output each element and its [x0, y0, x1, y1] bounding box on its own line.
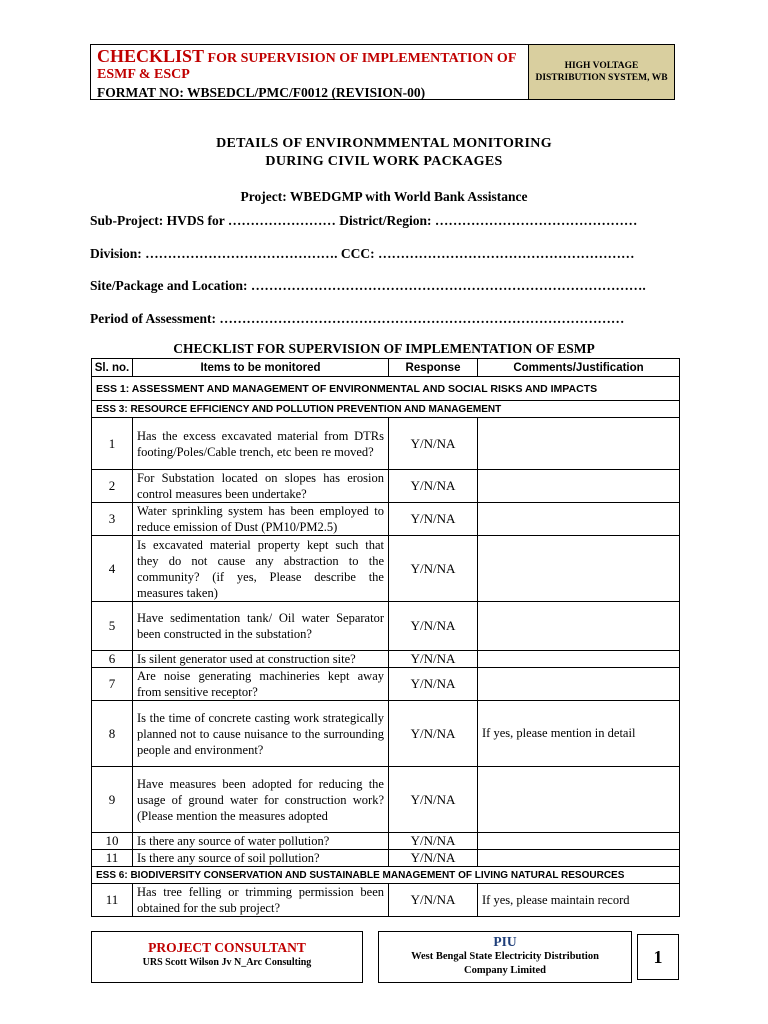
project-line: Project: WBEDGMP with World Bank Assistance	[240, 189, 528, 204]
row-sl-no: 2	[92, 470, 133, 503]
row-comment	[478, 536, 680, 602]
header-title-block	[91, 45, 528, 99]
row-sl-no: 10	[92, 833, 133, 850]
row-response: Y/N/NA	[389, 503, 478, 536]
table-row	[92, 536, 680, 602]
row-comment	[478, 651, 680, 668]
document-header	[90, 44, 675, 100]
row-comment	[478, 833, 680, 850]
header-items: Items to be monitored	[133, 359, 389, 377]
row-item: For Substation located on slopes has erosion control measures been undertake?	[133, 470, 389, 503]
row-item: Is there any source of water pollution?	[133, 833, 389, 850]
piu-name-line2: Company Limited	[464, 965, 546, 976]
sub-project-field: Sub-Project: HVDS for …………………… District/Region: ………………………………………	[90, 213, 638, 228]
row-response: Y/N/NA	[389, 470, 478, 503]
row-response: Y/N/NA	[389, 833, 478, 850]
row-sl-no: 3	[92, 503, 133, 536]
heading-line2: DURING CIVIL WORK PACKAGES	[265, 154, 503, 169]
heading-line1: DETAILS OF ENVIRONMMENTAL MONITORING	[216, 136, 552, 151]
table-row	[92, 418, 680, 470]
row-item: Have measures been adopted for reducing the usage of ground water for construction work? (Please mention the measures adopted	[133, 767, 389, 833]
row-response: Y/N/NA	[389, 767, 478, 833]
table-row	[92, 850, 680, 867]
table-title: CHECKLIST FOR SUPERVISION OF IMPLEMENTATION OF ESMP	[173, 341, 595, 356]
row-comment	[478, 418, 680, 470]
row-comment	[478, 470, 680, 503]
row-item: Is the time of concrete casting work strategically planned not to cause nuisance to the surrounding people and environment?	[133, 701, 389, 767]
row-sl-no: 4	[92, 536, 133, 602]
piu-name-line1: West Bengal State Electricity Distribution	[411, 951, 599, 962]
header-system-label: HIGH VOLTAGE DISTRIBUTION SYSTEM, WB	[528, 45, 674, 99]
row-comment	[478, 767, 680, 833]
format-number: FORMAT NO: WBSEDCL/PMC/F0012 (REVISION-00)	[97, 85, 426, 100]
row-response: Y/N/NA	[389, 668, 478, 701]
row-comment: If yes, please maintain record	[478, 884, 680, 917]
row-comment	[478, 668, 680, 701]
project-consultant-box	[91, 931, 363, 983]
row-sl-no: 11	[92, 884, 133, 917]
row-response: Y/N/NA	[389, 850, 478, 867]
site-location-field: Site/Package and Location: …………………………………………………………………………….	[90, 278, 646, 293]
row-sl-no: 6	[92, 651, 133, 668]
row-item: Water sprinkling system has been employed to reduce emission of Dust (PM10/PM2.5)	[133, 503, 389, 536]
row-sl-no: 9	[92, 767, 133, 833]
division-field: Division: ……………………………………. CCC: …………………………………………………	[90, 246, 635, 261]
row-sl-no: 7	[92, 668, 133, 701]
consultant-title: PROJECT CONSULTANT	[148, 940, 306, 955]
row-comment	[478, 850, 680, 867]
row-sl-no: 5	[92, 602, 133, 651]
header-comments: Comments/Justification	[478, 359, 680, 377]
section-row-ess1	[92, 377, 680, 401]
row-item: Are noise generating machineries kept away from sensitive receptor?	[133, 668, 389, 701]
section-row-ess6	[92, 867, 680, 884]
esmp-checklist-table	[91, 358, 680, 917]
table-row	[92, 651, 680, 668]
row-comment	[478, 503, 680, 536]
row-comment: If yes, please mention in detail	[478, 701, 680, 767]
table-row	[92, 884, 680, 917]
section-ess6: ESS 6: BIODIVERSITY CONSERVATION AND SUSTAINABLE MANAGEMENT OF LIVING NATURAL RESOURCES	[92, 867, 680, 884]
section-ess3: ESS 3: RESOURCE EFFICIENCY AND POLLUTION PREVENTION AND MANAGEMENT	[92, 401, 680, 418]
header-response: Response	[389, 359, 478, 377]
table-row	[92, 602, 680, 651]
row-response: Y/N/NA	[389, 701, 478, 767]
row-response: Y/N/NA	[389, 536, 478, 602]
section-row-ess3	[92, 401, 680, 418]
table-row	[92, 701, 680, 767]
row-response: Y/N/NA	[389, 418, 478, 470]
table-header-row	[92, 359, 680, 377]
page-number-box	[637, 934, 679, 980]
row-item: Has the excess excavated material from DTRs footing/Poles/Cable trench, etc been re moved?	[133, 418, 389, 470]
row-sl-no: 11	[92, 850, 133, 867]
row-item: Have sedimentation tank/ Oil water Separator been constructed in the substation?	[133, 602, 389, 651]
table-row	[92, 668, 680, 701]
row-item: Is there any source of soil pollution?	[133, 850, 389, 867]
table-row	[92, 767, 680, 833]
consultant-name: URS Scott Wilson Jv N_Arc Consulting	[142, 957, 312, 968]
page-number: 1	[653, 946, 663, 967]
table-body	[92, 377, 680, 917]
table-row	[92, 833, 680, 850]
row-sl-no: 8	[92, 701, 133, 767]
assessment-period-field: Period of Assessment: ………………………………………………………………………………	[90, 311, 625, 326]
row-item: Is excavated material property kept such that they do not cause any abstraction to the community? (if yes, Please describe the measures taken)	[133, 536, 389, 602]
row-response: Y/N/NA	[389, 602, 478, 651]
section-ess1: ESS 1: ASSESSMENT AND MANAGEMENT OF ENVIRONMENTAL AND SOCIAL RISKS AND IMPACTS	[92, 377, 680, 401]
header-title: CHECKLIST FOR SUPERVISION OF IMPLEMENTATION OF	[97, 46, 517, 66]
piu-title: PIU	[493, 934, 517, 949]
table-row	[92, 470, 680, 503]
header-sl-no: Sl. no.	[92, 359, 133, 377]
row-response: Y/N/NA	[389, 651, 478, 668]
row-item: Has tree felling or trimming permission been obtained for the sub project?	[133, 884, 389, 917]
row-item: Is silent generator used at construction site?	[133, 651, 389, 668]
header-title-line2: ESMF & ESCP	[97, 67, 190, 82]
row-response: Y/N/NA	[389, 884, 478, 917]
row-comment	[478, 602, 680, 651]
piu-box	[378, 931, 632, 983]
table-row	[92, 503, 680, 536]
row-sl-no: 1	[92, 418, 133, 470]
